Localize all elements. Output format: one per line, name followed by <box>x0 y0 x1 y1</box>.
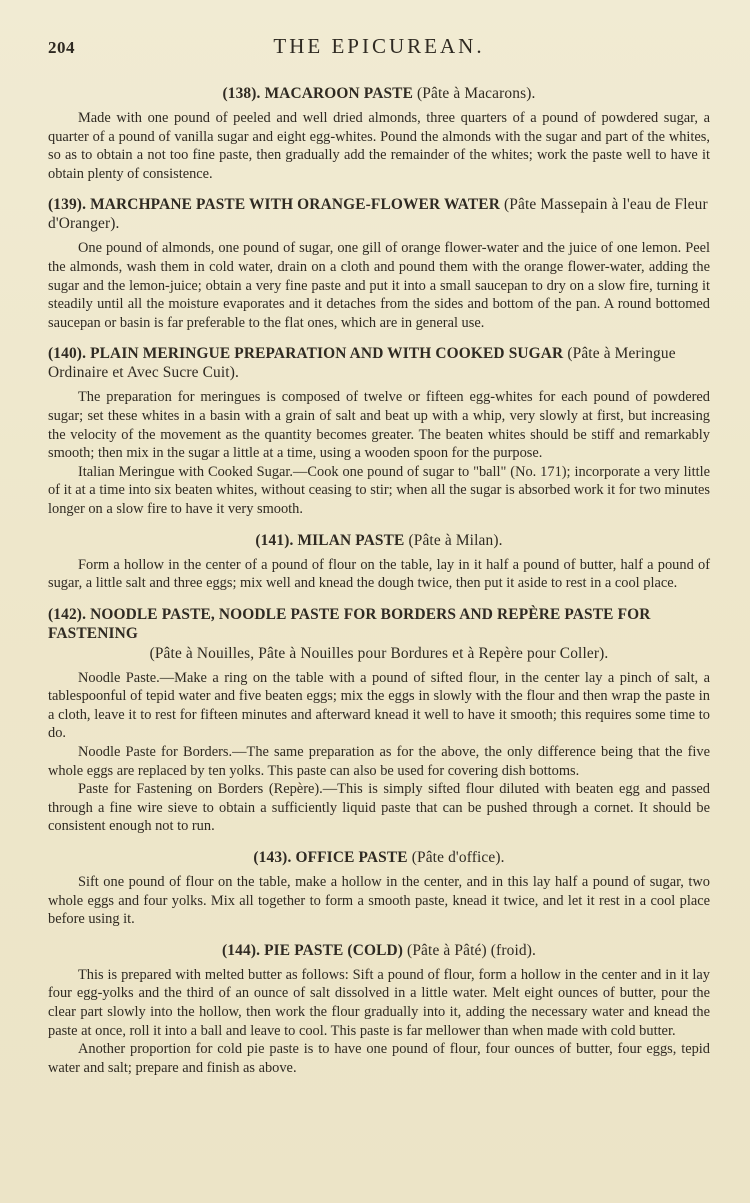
section-heading <box>48 941 710 960</box>
section-heading <box>48 344 710 382</box>
section-142 <box>48 605 710 836</box>
section-paragraph: Sift one pound of flour on the table, make a hollow in the center, and in this lay half a pound of sugar, two whole eggs and four yolks. Mix all together to form a smooth paste, knead it twice, and let it rest in a cool place before using it. <box>48 874 710 928</box>
section-title: MACAROON PASTE <box>264 85 414 102</box>
section-title: PLAIN MERINGUE PREPARATION AND WITH COOKED SUGAR <box>90 345 564 363</box>
section-title: MARCHPANE PASTE WITH ORANGE-FLOWER WATER <box>90 196 500 214</box>
section-number: (141). <box>255 531 294 549</box>
section-138 <box>48 84 710 183</box>
section-heading <box>48 531 710 550</box>
running-head <box>48 34 710 64</box>
section-143 <box>48 848 710 929</box>
section-paragraph: This is prepared with melted butter as follows: Sift a pound of flour, form a hollow in the center and in it lay four egg-yolks and the third of an ounce of salt dissolved in a little water. Melt eight ounces of butter, pour the clear part slowly into the hollow, then work the flour gradually into it, adding the necessary water and knead the paste at once, roll it into a ball and leave to cool. This paste is far mellower than when made with cold butter. <box>48 966 710 1039</box>
section-number: (139). <box>48 196 87 214</box>
section-french-title: (Pâte à Milan). <box>408 531 503 549</box>
section-title: MILAN PASTE <box>297 531 405 549</box>
section-number: (142). <box>48 605 87 623</box>
book-title: THE EPICUREAN. <box>273 34 485 58</box>
section-number: (143). <box>253 849 292 867</box>
section-140 <box>48 344 710 518</box>
section-paragraph: Noodle Paste.—Make a ring on the table with a pound of sifted flour, in the center lay a pinch of salt, a tablespoonful of tepid water and five beaten eggs; mix the eggs in slowly with the flour and then wrap the paste in a cloth, leave it to rest for fifteen minutes and afterward knead it well to have it smooth; this requires some time to do. <box>48 669 710 742</box>
section-paragraph: Italian Meringue with Cooked Sugar.—Cook one pound of sugar to "ball" (No. 171); incorporate a very little of it at a time into six beaten whites, without ceasing to stir; when all the sugar is absorbed work it for two minutes longer on a slow fire to have it very smooth. <box>48 463 710 517</box>
section-paragraph: Noodle Paste for Borders.—The same preparation as for the above, the only difference being that the five whole eggs are replaced by ten yolks. This paste can also be used for covering dish bottoms. <box>48 744 710 779</box>
section-french-title: (Pâte d'office). <box>411 849 505 867</box>
section-144 <box>48 941 710 1078</box>
section-french-title: (Pâte à Pâté) (froid). <box>407 941 536 959</box>
section-heading <box>48 848 710 867</box>
section-paragraph: Form a hollow in the center of a pound of flour on the table, lay in it half a pound of butter, half a pound of sugar, a little salt and three eggs; mix well and knead the dough twice, then put it aside to rest in a cool place. <box>48 556 710 592</box>
section-title: PIE PASTE (COLD) <box>264 941 404 959</box>
section-paragraph: Another proportion for cold pie paste is to have one pound of flour, four ounces of butter, four eggs, tepid water and salt; prepare and finish as above. <box>48 1041 710 1076</box>
section-paragraph: Made with one pound of peeled and well dried almonds, three quarters of a pound of powdered sugar, a quarter of a pound of vanilla sugar and eight egg-whites. Pound the almonds with the sugar and part of the whites, so as to obtain a not too fine paste, then gradually add the remainder of the whites; work the paste well to have it obtain plenty of consistence. <box>48 110 710 182</box>
section-heading <box>48 605 710 663</box>
section-french-title: (Pâte à Nouilles, Pâte à Nouilles pour Bordures et à Repère pour Coller). <box>149 644 609 662</box>
section-french-title: (Pâte à Macarons). <box>417 85 536 102</box>
section-139 <box>48 195 710 332</box>
section-number: (138). <box>222 85 261 102</box>
section-number: (140). <box>48 345 87 363</box>
section-french-title: (Pâte Massepain à l'eau de Fleur d'Oranger). <box>48 196 708 233</box>
section-paragraph: Paste for Fastening on Borders (Repère).—This is simply sifted flour diluted with beaten egg and passed through a fine wire sieve to obtain a sufficiently liquid paste that can be pushed through a cornet. It should be consistent enough not to run. <box>48 781 710 835</box>
section-number: (144). <box>222 941 261 959</box>
section-title: NOODLE PASTE, NOODLE PASTE FOR BORDERS AND REPÈRE PASTE FOR FASTENING <box>48 605 651 642</box>
section-heading <box>48 84 710 103</box>
section-paragraph: One pound of almonds, one pound of sugar, one gill of orange flower-water and the juice of one lemon. Peel the almonds, wash them in cold water, drain on a cloth and pound them with the orange flower-water, adding the sugar and the lemon-juice; obtain a very fine paste and put it into a small saucepan to dry on a slow fire, turning it steadily until all the moisture evaporates and it detaches from the sides and bottom of the pan. A round bottomed saucepan or basin is far preferable to the flat ones, which are in general use. <box>48 240 710 331</box>
section-paragraph: The preparation for meringues is composed of twelve or fifteen egg-whites for each pound of powdered sugar; set these whites in a basin with a grain of salt and beat up with a whip, very slowly at first, but increasing the velocity of the movement as the quantity becomes greater. The beaten whites should be stiff and remarkably smooth; then mix in the sugar a little at a time, using a wooden spoon for the purpose. <box>48 389 710 462</box>
section-french-title: (Pâte à Meringue Ordinaire et Avec Sucre Cuit). <box>48 345 676 382</box>
section-141 <box>48 531 710 593</box>
page-number: 204 <box>48 38 75 57</box>
section-title: OFFICE PASTE <box>295 849 408 867</box>
section-heading <box>48 195 710 233</box>
